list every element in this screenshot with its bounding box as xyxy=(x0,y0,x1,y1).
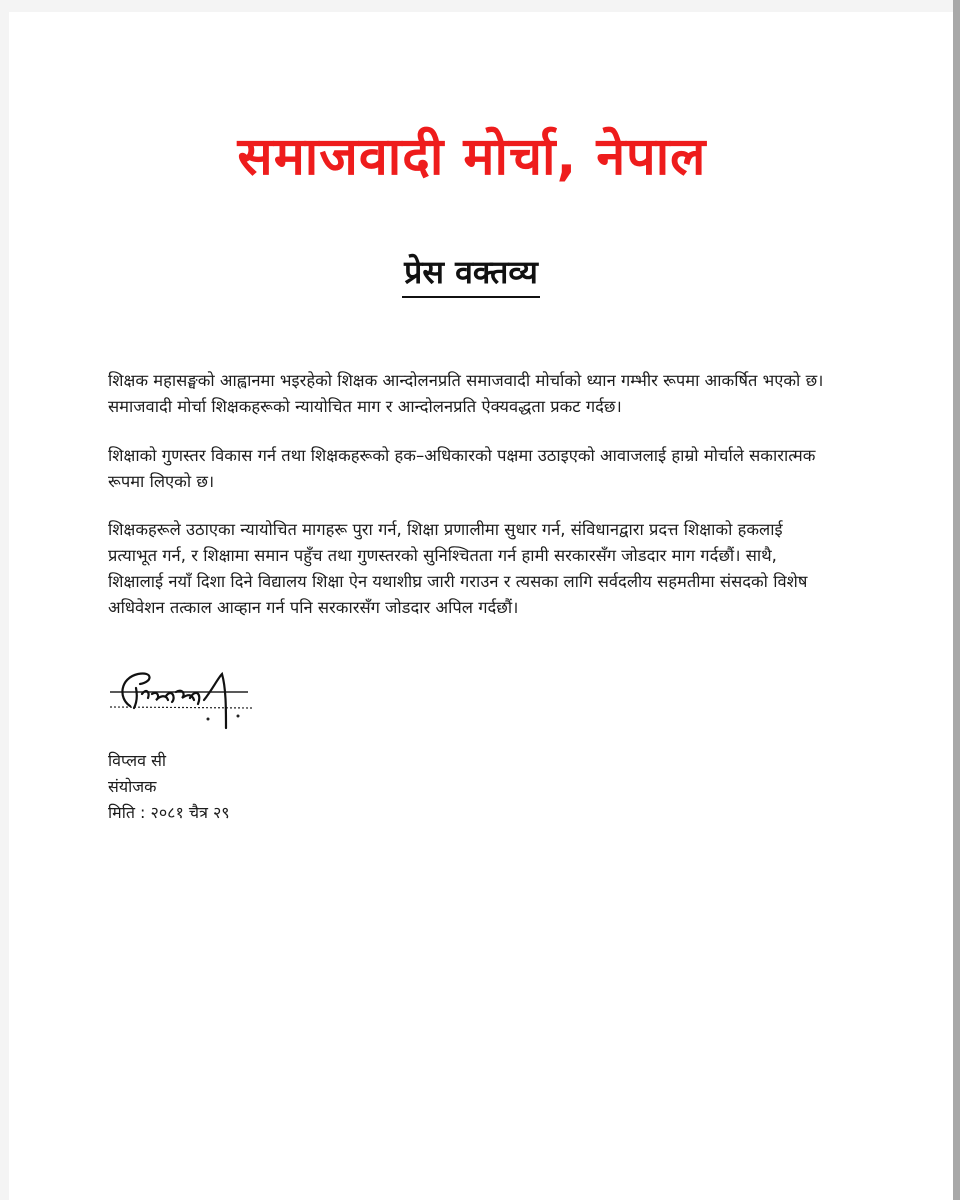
paragraph-1 xyxy=(108,368,828,420)
signature-icon xyxy=(108,668,258,734)
paragraph-2 xyxy=(108,443,828,495)
paragraph-text: शिक्षकहरूले उठाएका न्यायोचित मागहरू पुरा गर्न, शिक्षा प्रणालीमा सुधार गर्न, संविधानद्वारा प्रदत्त शिक्षाको हकलाई प्रत्याभूत गर्न, र शिक्षामा समान पहुँच तथा गुणस्तरको सुनिश्चितता गर्न हामी सरकारसँग जोडदार माग गर्दछौं। साथै, शिक्षालाई नयाँ दिशा दिने विद्यालय शिक्षा ऐन यथाशीघ्र जारी गराउन र त्यसका लागि सर्वदलीय सहमतीमा संसदको विशेष अधिवेशन तत्काल आव्हान गर्न पनि सरकारसँग जोडदार अपिल गर्दछौं। xyxy=(108,520,808,617)
signer-block xyxy=(108,748,230,826)
signer-role: संयोजक xyxy=(108,777,157,796)
date-label: मिति : २०८१ चैत्र २९ xyxy=(108,803,230,822)
organization-title: समाजवादी मोर्चा, नेपाल xyxy=(237,127,707,187)
document-title-wrapper xyxy=(0,252,951,298)
paragraph-3 xyxy=(108,517,828,621)
paragraph-text: शिक्षाको गुणस्तर विकास गर्न तथा शिक्षकहरूको हक–अधिकारको पक्षमा उठाइएको आवाजलाई हाम्रो मोर्चाले सकारात्मक रूपमा लिएको छ। xyxy=(108,446,816,491)
signer-name: विप्लव सी xyxy=(108,751,167,770)
paragraph-text: शिक्षक महासङ्घको आह्वानमा भइरहेको शिक्षक आन्दोलनप्रति समाजवादी मोर्चाको ध्यान गम्भीर रूपमा आकर्षित भएको छ। समाजवादी मोर्चा शिक्षकहरूको न्यायोचित माग र आन्दोलनप्रति ऐक्यवद्धता प्रकट गर्दछ। xyxy=(108,371,824,416)
document-title: प्रेस वक्तव्य xyxy=(402,252,540,298)
